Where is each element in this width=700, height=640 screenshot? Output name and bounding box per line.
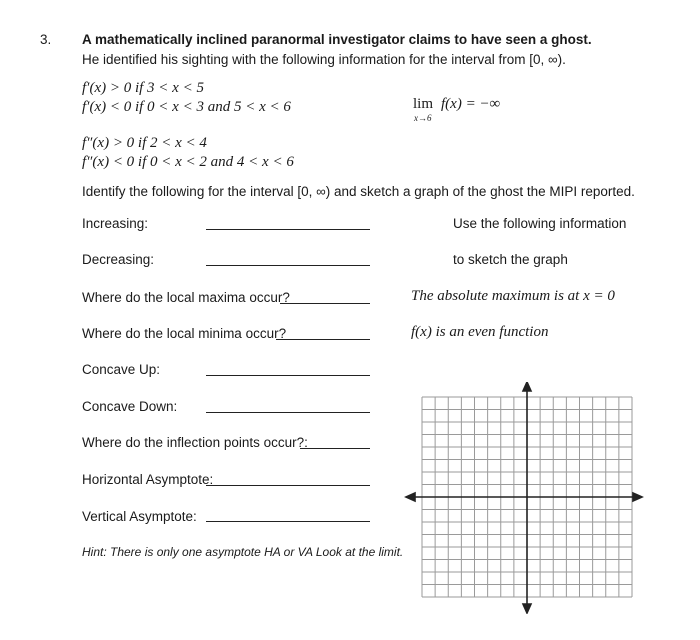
hint-text: Hint: There is only one asymptote HA or VA Look at the limit.	[82, 545, 404, 559]
concave-up-label: Concave Up:	[82, 362, 161, 377]
concave-up-answer-line[interactable]	[206, 375, 370, 376]
x-axis-left-arrow	[406, 493, 415, 501]
second-derivative-positive: f″(x) > 0 if 2 < x < 4	[82, 135, 207, 151]
y-axis-up-arrow	[523, 382, 531, 391]
problem-intro: He identified his sighting with the following information for the interval from [0, ∞).	[82, 52, 566, 67]
concave-down-answer-line[interactable]	[206, 412, 370, 413]
first-derivative-positive: f′(x) > 0 if 3 < x < 5	[82, 80, 204, 96]
axes	[406, 382, 642, 613]
side-info-line-2: to sketch the graph	[453, 252, 568, 267]
second-derivative-negative: f″(x) < 0 if 0 < x < 2 and 4 < x < 6	[82, 154, 294, 170]
limit-value: f(x) = −∞	[441, 96, 501, 112]
y-axis-down-arrow	[523, 604, 531, 613]
side-info-line-1: Use the following information	[453, 216, 627, 231]
even-function-note: f(x) is an even function	[411, 324, 549, 340]
vertical-asymptote-answer-line[interactable]	[206, 521, 370, 522]
horizontal-asymptote-answer-line[interactable]	[206, 485, 370, 486]
local-minima-answer-line[interactable]	[276, 339, 370, 340]
concave-down-label: Concave Down:	[82, 399, 178, 414]
decreasing-answer-line[interactable]	[206, 265, 370, 266]
first-derivative-negative: f′(x) < 0 if 0 < x < 3 and 5 < x < 6	[82, 99, 291, 115]
instruction-text: Identify the following for the interval [0, ∞) and sketch a graph of the ghost the MIPI reported.	[82, 184, 635, 199]
limit-lim: lim	[413, 96, 434, 112]
limit-subscript: x→6	[414, 113, 432, 123]
problem-title: A mathematically inclined paranormal investigator claims to have seen a ghost.	[82, 32, 592, 47]
increasing-answer-line[interactable]	[206, 229, 370, 230]
increasing-label: Increasing:	[82, 216, 149, 231]
inflection-label: Where do the inflection points occur?:	[82, 435, 308, 450]
coordinate-grid[interactable]	[404, 382, 644, 614]
absolute-maximum-note: The absolute maximum is at x = 0	[411, 288, 615, 304]
local-maxima-label: Where do the local maxima occur?	[82, 290, 290, 305]
local-maxima-answer-line[interactable]	[280, 303, 370, 304]
horizontal-asymptote-label: Horizontal Asymptote:	[82, 472, 214, 487]
vertical-asymptote-label: Vertical Asymptote:	[82, 509, 197, 524]
x-axis-right-arrow	[633, 493, 642, 501]
inflection-answer-line[interactable]	[300, 448, 370, 449]
local-minima-label: Where do the local minima occur?	[82, 326, 287, 341]
problem-number: 3.	[40, 32, 52, 47]
decreasing-label: Decreasing:	[82, 252, 155, 267]
